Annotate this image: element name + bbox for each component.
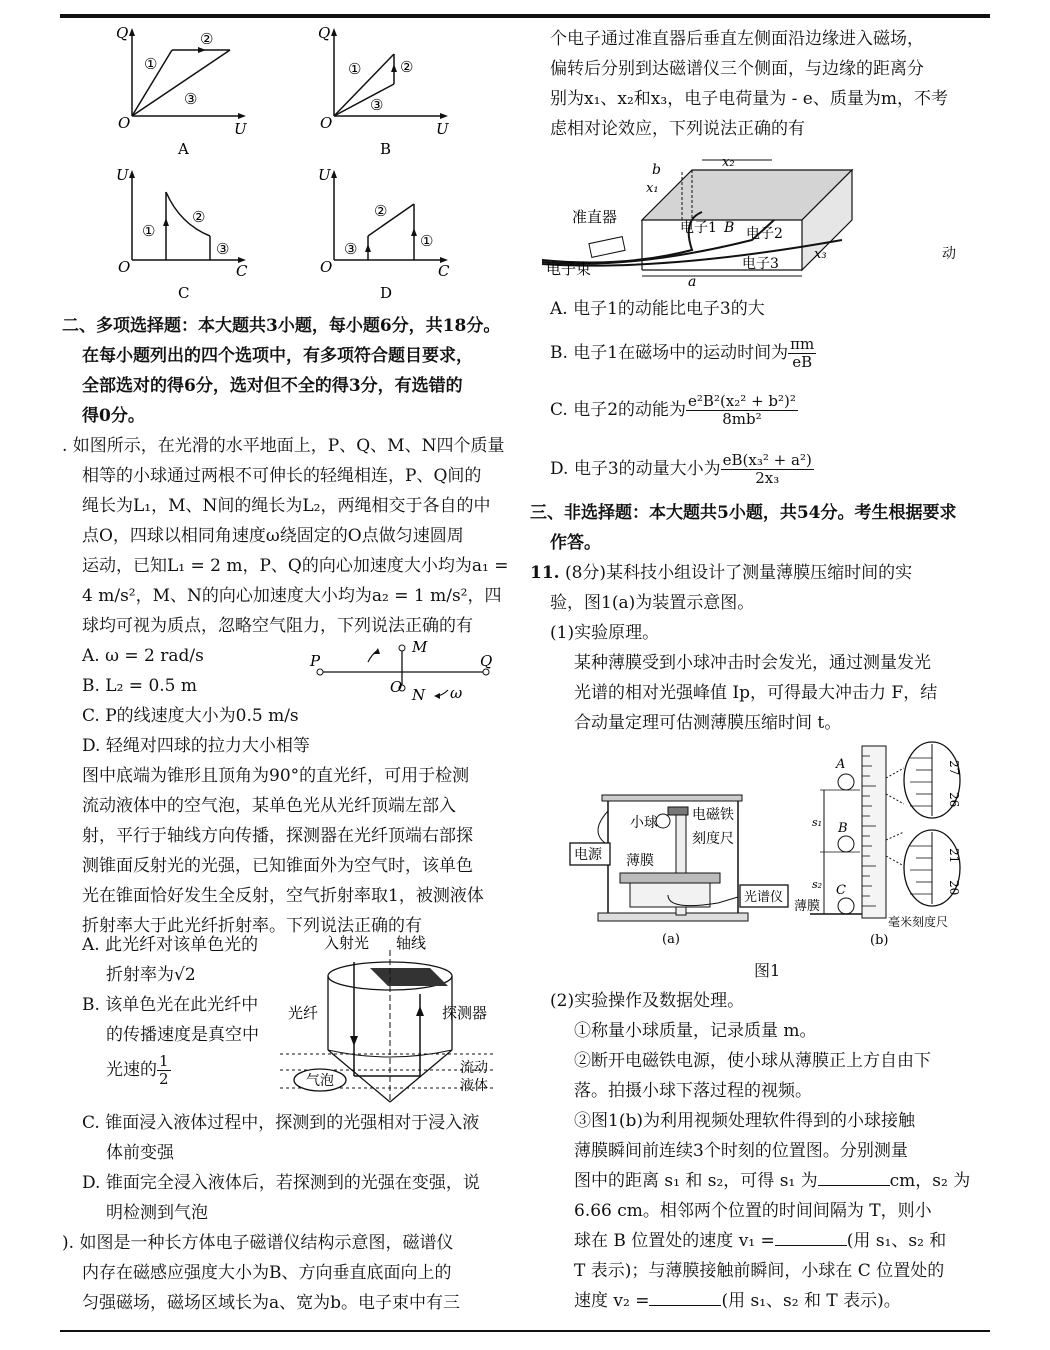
- q9-options-ab: [62, 930, 292, 1090]
- graph-d-xlabel: C: [438, 262, 450, 280]
- graph-d-c2: ②: [374, 202, 388, 220]
- graph-a-c2: ②: [200, 30, 214, 48]
- q9-fig-detector: 探测器: [442, 1004, 488, 1022]
- q10-line-3: 匀强磁场，磁场区域长为a、宽为b。电子束中有三: [82, 1293, 461, 1313]
- fig-a-power: 电源: [574, 847, 602, 863]
- q10-b-num: πm: [790, 335, 815, 353]
- q10-right-4: 虑相对论效应，下列说法正确的有: [550, 119, 805, 139]
- fig-b-s1: s₁: [812, 816, 823, 829]
- fig-b-tick-21: 21: [947, 848, 961, 864]
- graph-d: [312, 164, 472, 304]
- q11-step-3e-post: (用 s₁、s₂ 和: [846, 1231, 947, 1251]
- section2-header: 二、多项选择题：本大题共3小题，每小题6分，共18分。: [62, 316, 501, 336]
- q11-step-3c: [530, 1166, 970, 1196]
- q9-figure: [270, 930, 500, 1110]
- q9-b-num: 1: [159, 1052, 169, 1070]
- q11-step-3c-post: cm，s₂ 为: [889, 1171, 971, 1191]
- q11-figure-b: [790, 738, 970, 953]
- q8-line-1: . 如图所示，在光滑的水平地面上，P、Q、M、N四个质量: [62, 436, 505, 456]
- graph-d-ylabel: U: [318, 166, 331, 184]
- q8-line-3: 绳长为L₁，M、N间的绳长为L₂，两绳相交于各自的中: [82, 496, 491, 516]
- q11-principle-3: 合动量定理可估测薄膜压缩时间 t。: [574, 713, 842, 733]
- q11-number: 11.: [530, 563, 560, 583]
- q11-line-1-text: (8分)某科技小组设计了测量薄膜压缩时间的实: [564, 563, 913, 583]
- q8-figure: [308, 636, 498, 706]
- q8-line-5: 运动，已知L₁ = 2 m，P、Q的向心加速度大小均为a₁ =: [82, 556, 509, 576]
- fig-a-ball: 小球: [630, 815, 658, 831]
- q8-option-b[interactable]: B. L₂ = 0.5 m: [82, 676, 198, 696]
- q10-line-1: ). 如图是一种长方体电子磁谱仪结构示意图，磁谱仪: [62, 1233, 454, 1253]
- q11-step-3f: T 表示)；与薄膜接触前瞬间，小球在 C 位置处的: [574, 1261, 945, 1281]
- q11-step-2b: 落。拍摄小球下落过程的视频。: [574, 1081, 812, 1101]
- graph-c-c1: ①: [142, 222, 156, 240]
- q9-line-2: 流动液体中的空气泡，某单色光从光纤顶端左部入: [82, 796, 456, 816]
- graph-a-caption: A: [178, 140, 189, 158]
- graph-c-origin: O: [118, 258, 131, 276]
- section3-line-2: 作答。: [550, 533, 601, 553]
- q9-fig-fiber: 光纤: [288, 1004, 319, 1022]
- q10-option-d[interactable]: [530, 440, 970, 498]
- q9-option-d-1[interactable]: D. 锥面完全浸入液体后，若探测到的光强在变强，说: [82, 1173, 480, 1193]
- q9-option-b-3-text: 光速的: [106, 1060, 157, 1080]
- q8-option-c[interactable]: C. P的线速度大小为0.5 m/s: [82, 706, 299, 726]
- q8-line-2: 相等的小球通过两根不可伸长的轻绳相连，P、Q间的: [82, 466, 482, 486]
- q10-option-b[interactable]: [530, 326, 970, 380]
- graph-c-ylabel: U: [116, 166, 129, 184]
- q10-continued: [530, 24, 970, 144]
- q10-d-den: 2x₃: [755, 469, 780, 487]
- q11-step-3a: ③图1(b)为利用视频处理软件得到的小球接触: [574, 1111, 915, 1131]
- fig-b-s2: s₂: [812, 878, 823, 891]
- q10-fig-b: b: [652, 162, 661, 178]
- q10-right-1: 个电子通过准直器后垂直左侧面沿边缘进入磁场，: [550, 29, 924, 49]
- q9-option-b-3[interactable]: [62, 1050, 292, 1090]
- q11-step-3g-pre: 速度 v₂ =: [574, 1291, 650, 1311]
- q11-step-3g: [530, 1286, 970, 1316]
- q10-line-2: 内存在磁感应强度大小为B、方向垂直底面向上的: [82, 1263, 452, 1283]
- q9-fig-incident: 入射光: [324, 934, 370, 952]
- graph-c-c2: ②: [192, 208, 206, 226]
- q8-line-7: 球均可视为质点，忽略空气阻力，下列说法正确的有: [82, 616, 473, 636]
- q11-step-1: ①称量小球质量，记录质量 m。: [574, 1021, 817, 1041]
- section3-line-1: 三、非选择题：本大题共5小题，共54分。考生根据要求: [530, 503, 957, 523]
- q9-option-a-1[interactable]: A. 此光纤对该单色光的: [82, 935, 259, 955]
- s1-answer-blank[interactable]: [818, 1169, 890, 1186]
- q10-fig-side: 动: [942, 246, 956, 262]
- q9-option-b-2[interactable]: 的传播速度是真空中: [106, 1025, 259, 1045]
- graph-d-c1: ③: [344, 240, 358, 258]
- q11-principle-2: 光谱的相对光强峰值 Ip，可得最大冲击力 F，结: [574, 683, 938, 703]
- graph-d-caption: D: [380, 284, 393, 302]
- graph-a-ylabel: Q: [116, 24, 129, 42]
- fig-a-film: 薄膜: [626, 853, 654, 869]
- q10-option-d-text: D. 电子3的动量大小为: [550, 459, 721, 479]
- graph-b-xlabel: U: [436, 120, 449, 138]
- q9-fig-axis: 轴线: [396, 934, 427, 952]
- q9-line-6: 折射率大于此光纤折射率。下列说法正确的有: [82, 916, 422, 936]
- figure-1-title: 图1: [754, 961, 781, 980]
- q10-option-d-fraction: [721, 452, 814, 487]
- q10-option-b-fraction: [788, 336, 816, 371]
- q8-fig-m: M: [412, 638, 428, 656]
- fig-a-caption: (a): [662, 932, 680, 947]
- q9-line-3: 射，平行于轴线方向传播，探测器在光纤顶端右部探: [82, 826, 473, 846]
- graph-d-c3: ①: [420, 232, 434, 250]
- section2-instr-2: 全部选对的得6分，选对但不全的得3分，有选错的: [82, 376, 463, 396]
- fig-a-spectrometer: 光谱仪: [744, 890, 784, 905]
- q11-step-3d: 6.66 cm。相邻两个位置的时间间隔为 T，则小: [574, 1201, 932, 1221]
- graph-b: [312, 24, 472, 159]
- q9-fig-bubble: 气泡: [306, 1073, 334, 1089]
- q8-option-d[interactable]: D. 轻绳对四球的拉力大小相等: [82, 736, 310, 756]
- section2-instr-3: 得0分。: [82, 406, 145, 426]
- q8-option-a[interactable]: A. ω = 2 rad/s: [82, 646, 204, 666]
- graph-d-origin: O: [320, 258, 333, 276]
- fig-b-tick-26: 26: [947, 792, 961, 808]
- q9-line-1: 图中底端为锥形且顶角为90°的直光纤，可用于检测: [82, 766, 470, 786]
- q9-fig-flow-1: 流动: [460, 1060, 488, 1076]
- q11-step-3b: 薄膜瞬间前连续3个时刻的位置图。分别测量: [574, 1141, 908, 1161]
- top-rule: [60, 14, 990, 18]
- q9-b-den: 2: [159, 1070, 169, 1088]
- q9-option-c-2[interactable]: 体前变强: [106, 1143, 174, 1163]
- v2-answer-blank[interactable]: [649, 1289, 721, 1306]
- q10-fig-e3: 电子3: [742, 256, 779, 272]
- q10-fig-B: B: [724, 220, 735, 236]
- graph-c-caption: C: [178, 284, 190, 302]
- fig-b-film: 薄膜: [794, 899, 821, 914]
- q9-option-b-fraction: [157, 1053, 171, 1088]
- fig-b-tick-20: 20: [947, 880, 961, 896]
- q11-step-3c-pre: 图中的距离 s₁ 和 s₂，可得 s₁ 为: [574, 1171, 818, 1191]
- q10-fig-collimator: 准直器: [572, 208, 618, 226]
- q10-option-a[interactable]: A. 电子1的动能比电子3的大: [550, 299, 765, 319]
- q10-fig-beam: 电子束: [546, 260, 592, 278]
- q10-option-b-text: B. 电子1在磁场中的运动时间为: [550, 343, 789, 363]
- graph-b-c2: ②: [400, 58, 414, 76]
- q11-step-3e: [530, 1226, 970, 1256]
- q10-option-c[interactable]: [530, 380, 970, 440]
- q10-c-den: 8mb²: [722, 410, 762, 428]
- q10-fig-x2: x₂: [722, 155, 735, 170]
- graph-b-ylabel: Q: [318, 24, 331, 42]
- q9-option-c-1[interactable]: C. 锥面浸入液体过程中，探测到的光强相对于浸入液: [82, 1113, 480, 1133]
- graph-a-origin: O: [118, 114, 131, 132]
- q10-right-3: 别为x₁、x₂和x₃，电子电荷量为 - e、质量为m，不考: [550, 89, 948, 109]
- q9-options-cd: [62, 1108, 502, 1318]
- section2-instr-1: 在每小题列出的四个选项中，有多项符合题目要求，: [82, 346, 473, 366]
- q9-option-a-2[interactable]: 折射率为√2: [106, 965, 196, 985]
- q9-line-4: 测锥面反射光的光强，已知锥面外为空气时，该单色: [82, 856, 473, 876]
- q10-b-den: eB: [792, 353, 813, 371]
- graph-c: [110, 164, 270, 304]
- q11-principle-1: 某种薄膜受到小球冲击时会发光，通过测量发光: [574, 653, 931, 673]
- graph-a-xlabel: U: [234, 120, 247, 138]
- fig-b-b: B: [838, 821, 848, 836]
- q10-figure: [542, 150, 982, 290]
- q9-option-b-1[interactable]: B. 该单色光在此光纤中: [82, 995, 259, 1015]
- q10-d-num: eB(x₃² + a²): [722, 451, 812, 469]
- q11-line-1: [530, 558, 970, 588]
- q10-option-c-text: C. 电子2的动能为: [550, 400, 687, 420]
- q8-fig-omega: ω: [450, 684, 463, 702]
- q9-fig-flow-2: 液体: [460, 1078, 488, 1094]
- q11-principle: (1)实验原理。: [550, 623, 660, 643]
- q9-line-5: 光在锥面恰好发生全反射，空气折射率取1，被测液体: [82, 886, 484, 906]
- q8-fig-p: P: [310, 652, 321, 670]
- graph-a-c3: ③: [184, 90, 198, 108]
- q8-line-6: 4 m/s²，M、N的向心加速度大小均为a₂ = 1 m/s²，四: [82, 586, 502, 606]
- graph-b-c1: ①: [348, 60, 362, 78]
- q8-fig-o: O: [390, 678, 403, 696]
- fig-a-ruler: 刻度尺: [692, 831, 734, 847]
- q11-procedure: [530, 986, 970, 1316]
- q10-fig-e2: 电子2: [746, 226, 783, 242]
- q11-step-3e-pre: 球在 B 位置处的速度 v₁ =: [574, 1231, 775, 1251]
- section2-block: [62, 311, 509, 941]
- q10-options: [530, 292, 970, 738]
- graph-b-caption: B: [380, 140, 392, 158]
- q9-option-d-2[interactable]: 明检测到气泡: [106, 1203, 208, 1223]
- v1-answer-blank[interactable]: [775, 1229, 847, 1246]
- graph-a: [110, 24, 270, 159]
- fig-b-a: A: [836, 757, 846, 772]
- graph-c-xlabel: C: [236, 262, 248, 280]
- bottom-rule: [60, 1330, 990, 1332]
- q10-fig-a: a: [688, 274, 697, 290]
- q8-fig-n: N: [412, 686, 426, 704]
- q11-step-3g-post: (用 s₁、s₂ 和 T 表示)。: [721, 1291, 901, 1311]
- graph-a-c1: ①: [144, 55, 158, 73]
- fig-a-magnet: 电磁铁: [692, 807, 734, 823]
- q11-procedure-title: (2)实验操作及数据处理。: [550, 991, 745, 1011]
- graph-b-origin: O: [320, 114, 333, 132]
- fig-b-tick-27: 27: [947, 760, 961, 776]
- q10-fig-e1: 电子1: [680, 220, 717, 236]
- q10-c-num: e²B²(x₂² + b²)²: [688, 392, 796, 410]
- q10-right-2: 偏转后分别到达磁谱仪三个侧面，与边缘的距离分: [550, 59, 924, 79]
- q10-fig-x3: x₃: [814, 247, 827, 262]
- q10-fig-x1: x₁: [646, 181, 659, 196]
- fig-b-c: C: [836, 883, 846, 898]
- q8-fig-q: Q: [480, 652, 493, 670]
- graph-c-c3: ③: [216, 240, 230, 258]
- fig-b-mm-ruler: 毫米刻度尺: [888, 915, 949, 929]
- fig-b-caption: (b): [870, 933, 889, 948]
- q8-line-4: 点O，四球以相同角速度ω绕固定的O点做匀速圆周: [82, 526, 464, 546]
- graph-b-c3: ③: [370, 96, 384, 114]
- q11-figure-a: [568, 745, 784, 950]
- q11-line-2: 验，图1(a)为装置示意图。: [550, 593, 755, 613]
- q11-step-2a: ②断开电磁铁电源，使小球从薄膜正上方自由下: [574, 1051, 931, 1071]
- q10-option-c-fraction: [686, 393, 798, 428]
